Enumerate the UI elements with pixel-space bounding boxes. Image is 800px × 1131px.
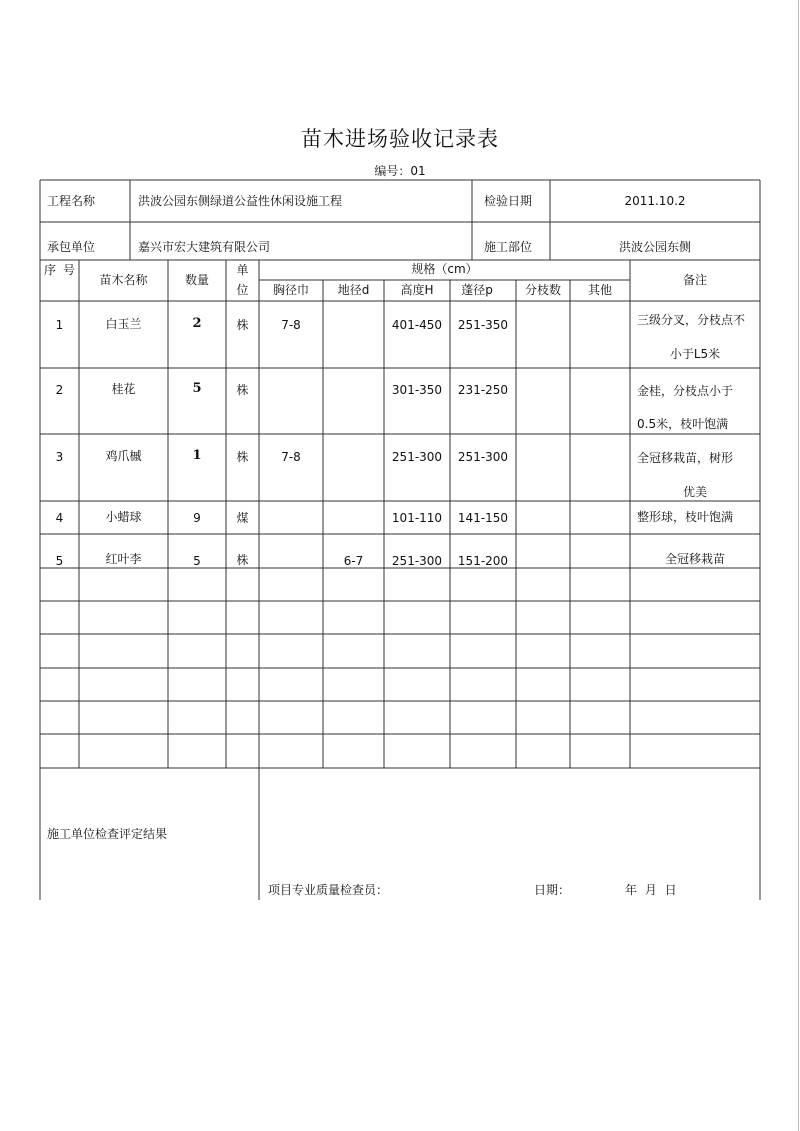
row-3-qty: 1: [192, 448, 202, 463]
header-other: 其他: [587, 283, 612, 297]
row-3-dbh: 7-8: [281, 450, 301, 464]
row-1-dbh: 7-8: [281, 318, 301, 332]
row-1-remark-line-1: 三级分叉，分枝点不: [637, 313, 746, 327]
row-1-crown: 251-350: [457, 318, 509, 332]
row-3-remark-line-2: 优美: [682, 485, 707, 499]
row-4-unit: 煤: [236, 511, 249, 525]
project-name-value: 洪波公园东侧绿道公益性休闲设施工程: [138, 194, 343, 208]
row-2-remark-line-2: 0.5米，枝叶饱满: [637, 417, 729, 431]
header-ground-diameter: 地径d: [337, 283, 370, 297]
header-crown: 蓬径p: [461, 283, 493, 297]
header-remark: 备注: [682, 273, 707, 287]
header-seq-1: 序: [44, 263, 57, 277]
row-1-qty: 2: [192, 316, 202, 331]
inspection-date-label: 检验日期: [484, 194, 533, 208]
row-5-unit: 株: [236, 553, 249, 567]
construction-site-value: 洪波公园东侧: [618, 240, 691, 254]
row-2-unit: 株: [236, 383, 249, 397]
row-5-height: 251-300: [391, 554, 443, 568]
row-3-height: 251-300: [391, 450, 443, 464]
row-4-name: 小蜡球: [105, 510, 142, 524]
row-5-qty: 5: [193, 554, 201, 568]
row-3-no: 3: [55, 450, 64, 464]
construction-site-label: 施工部位: [484, 240, 533, 254]
row-3-name: 鸡爪槭: [105, 449, 142, 463]
inspection-date-value: 2011.10.2: [624, 194, 686, 208]
row-1-name: 白玉兰: [105, 317, 142, 331]
row-1-height: 401-450: [391, 318, 443, 332]
row-4-remark-line-1: 整形球，枝叶饱满: [637, 510, 734, 524]
row-2-no: 2: [55, 383, 64, 397]
row-5-name: 红叶李: [105, 552, 142, 566]
row-2-height: 301-350: [391, 383, 443, 397]
row-3-crown: 251-300: [457, 450, 509, 464]
header-quantity: 数量: [184, 273, 209, 287]
row-2-remark-line-1: 金桂，分枝点小于: [637, 384, 734, 398]
doc-number-label: 编号：: [374, 164, 411, 178]
header-spec: 规格（cm）: [411, 262, 478, 276]
header-height: 高度H: [400, 283, 434, 297]
footer-date-label: 日期：: [534, 883, 571, 897]
row-2-crown: 231-250: [457, 383, 509, 397]
row-3-unit: 株: [236, 450, 249, 464]
row-2-qty: 5: [192, 381, 202, 396]
row-4-qty: 9: [193, 511, 201, 525]
inspection-result-label: 施工单位检查评定结果: [47, 827, 168, 841]
header-dbh: 胸径巾: [272, 283, 309, 297]
row-1-unit: 株: [236, 318, 249, 332]
row-5-crown: 151-200: [457, 554, 509, 568]
footer-year-month-day: 年 月 日: [625, 883, 677, 897]
row-4-no: 4: [55, 511, 64, 525]
header-unit-1: 单: [236, 263, 249, 277]
row-2-name: 桂花: [111, 382, 136, 396]
contractor-label: 承包单位: [47, 240, 96, 254]
row-4-height: 101-110: [391, 511, 443, 525]
project-name-label: 工程名称: [47, 194, 96, 208]
contractor-value: 嘉兴市宏大建筑有限公司: [138, 240, 271, 254]
row-5-remark-line-1: 全冠移栽苗: [664, 552, 725, 566]
form-title: 苗木进场验收记录表: [301, 127, 499, 151]
row-1-no: 1: [55, 318, 64, 332]
row-5-no: 5: [55, 554, 64, 568]
header-seq-2: 号: [63, 263, 76, 277]
header-branches: 分枝数: [524, 283, 561, 297]
row-4-crown: 141-150: [457, 511, 509, 525]
quality-inspector-label: 项目专业质量检查员：: [268, 883, 389, 897]
doc-number-value: 01: [410, 164, 426, 178]
row-3-remark-line-1: 全冠移栽苗，树形: [637, 451, 734, 465]
header-unit-2: 位: [236, 283, 249, 297]
row-1-remark-line-2: 小于L5米: [669, 347, 721, 361]
header-plant-name: 苗木名称: [99, 273, 148, 287]
row-5-ground-diameter: 6-7: [343, 554, 364, 568]
